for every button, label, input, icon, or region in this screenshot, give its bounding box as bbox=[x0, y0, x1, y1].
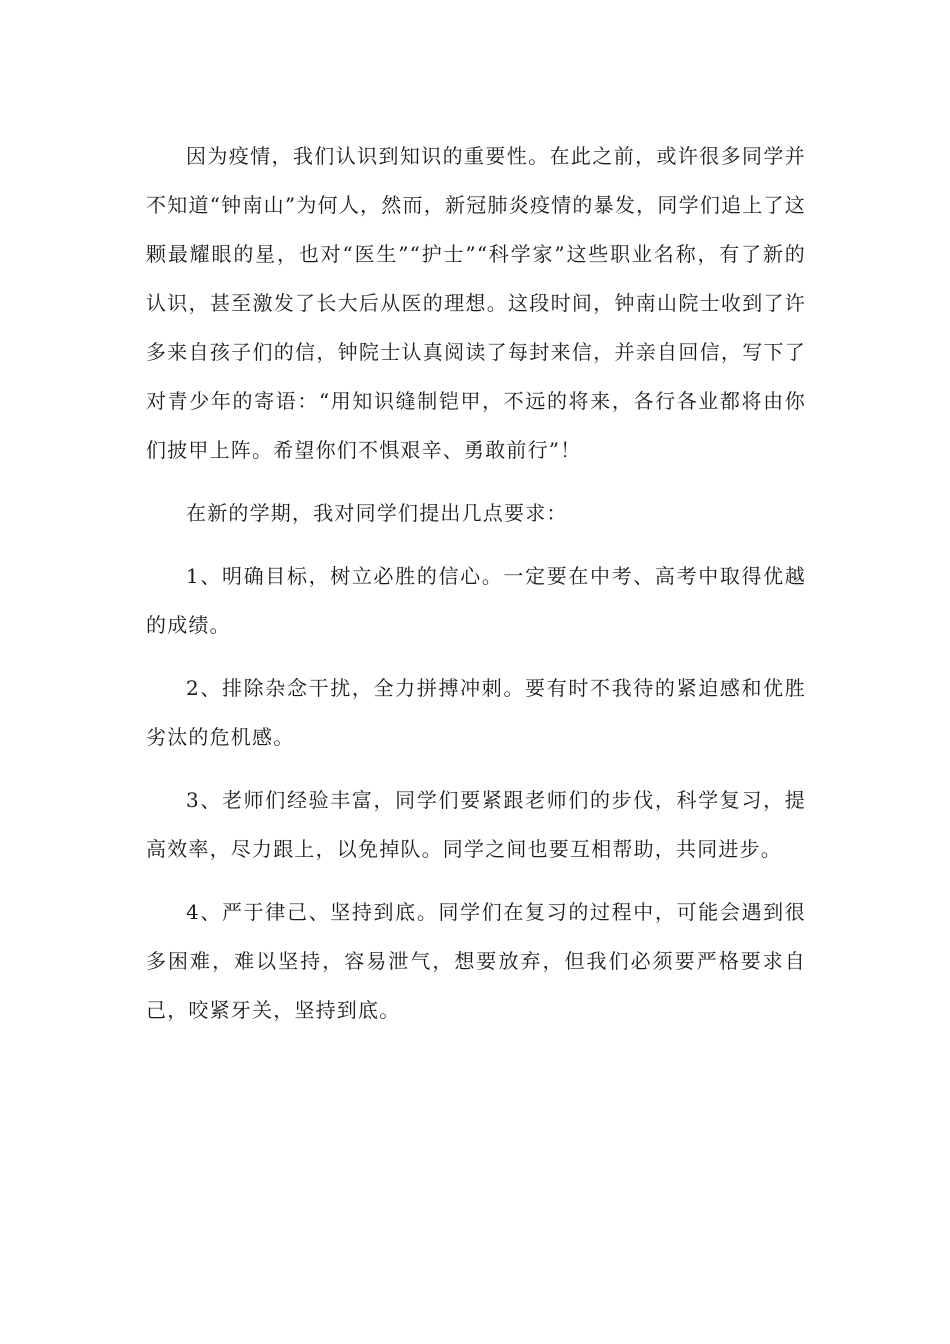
paragraph-requirement-1: 1、明确目标，树立必胜的信心。一定要在中考、高考中取得优越的成绩。 bbox=[146, 564, 806, 637]
document-body bbox=[146, 132, 806, 1049]
paragraph-requirement-3: 3、老师们经验丰富，同学们要紧跟老师们的步伐，科学复习，提高效率，尽力跟上，以免掉队。同学之间也要互相帮助，共同进步。 bbox=[146, 788, 806, 861]
paragraph-requirements-lead: 在新的学期，我对同学们提出几点要求： bbox=[186, 501, 568, 525]
paragraph-requirement-2: 2、排除杂念干扰，全力拼搏冲刺。要有时不我待的紧迫感和优胜劣汰的危机感。 bbox=[146, 676, 806, 749]
paragraph-requirement-4: 4、严于律己、坚持到底。同学们在复习的过程中，可能会遇到很多困难，难以坚持，容易泄气，想要放弃，但我们必须要严格要求自己，咬紧牙关，坚持到底。 bbox=[146, 900, 806, 1022]
paragraph-intro: 因为疫情，我们认识到知识的重要性。在此之前，或许很多同学并不知道“钟南山”为何人，然而，新冠肺炎疫情的暴发，同学们追上了这颗最耀眼的星，也对“医生”“护士”“科学家”这些职业名称，有了新的认识，甚至激发了长大后从医的理想。这段时间，钟南山院士收到了许多来自孩子们的信，钟院士认真阅读了每封来信，并亲自回信，写下了对青少年的寄语：“用知识缝制铠甲，不远的将来，各行各业都将由你们披甲上阵。希望你们不惧艰辛、勇敢前行”！ bbox=[146, 144, 806, 462]
